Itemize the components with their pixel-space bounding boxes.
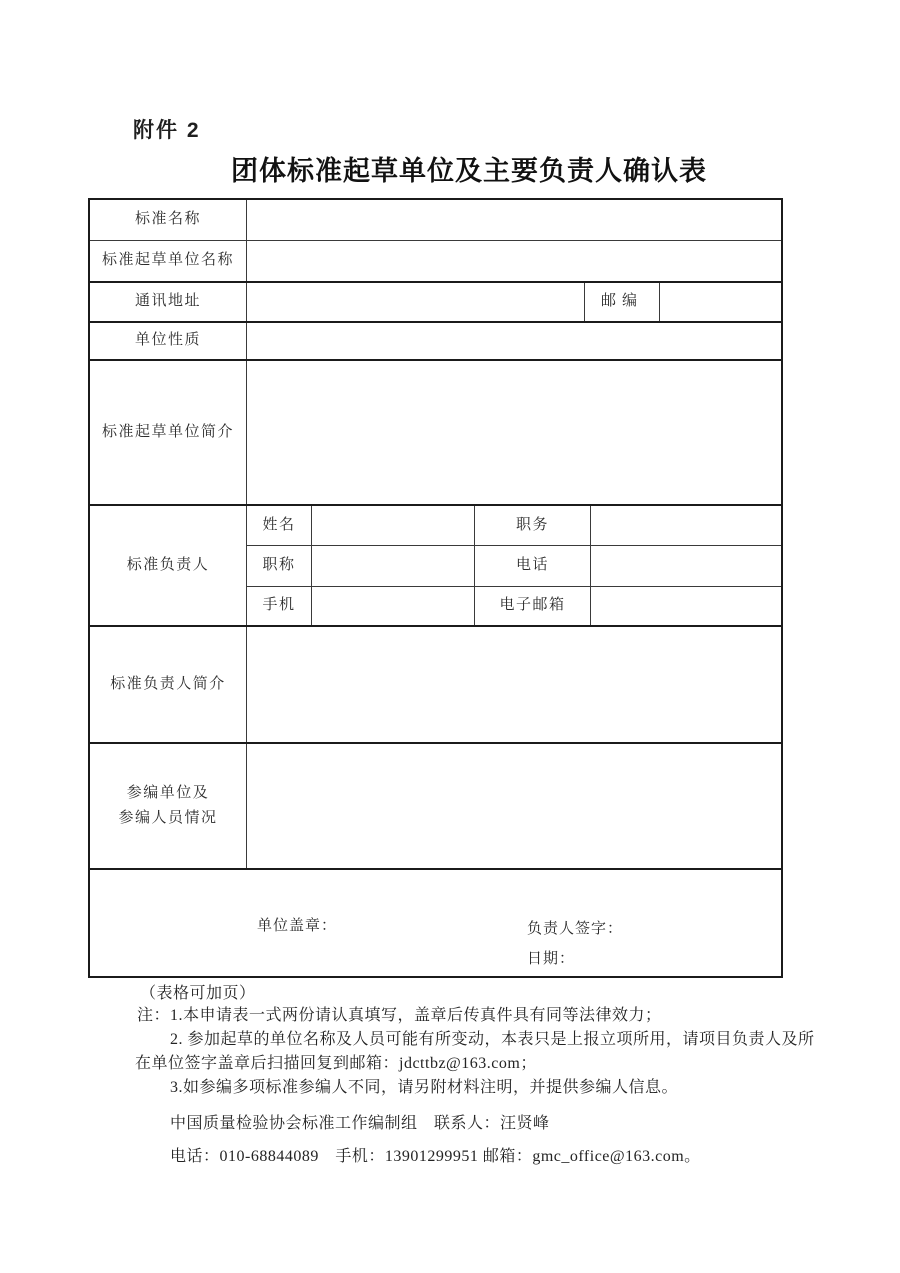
note-line-5-contact-org: 中国质量检验协会标准工作编制组 联系人：汪贤峰 (170, 1115, 550, 1132)
page-title: 团体标准起草单位及主要负责人确认表 (231, 156, 707, 186)
subrow-mobile-email (247, 587, 781, 625)
drafting-unit-label: 标准起草单位名称 (90, 241, 247, 281)
row-drafting-unit (90, 241, 781, 283)
row-participants (90, 744, 781, 870)
person-signature-label: 负责人签字： (527, 921, 624, 937)
participants-label-line2: 参编人员情况 (118, 810, 218, 826)
subrow-title-phone (247, 546, 781, 587)
unit-intro-label: 标准起草单位简介 (90, 361, 247, 504)
signature-date-block (527, 914, 623, 974)
person-intro-label: 标准负责人简介 (90, 627, 247, 742)
postcode-label: 邮编 (585, 283, 660, 321)
position-label: 职务 (475, 506, 591, 545)
email-value-cell (591, 587, 781, 625)
unit-nature-value-cell (247, 323, 781, 359)
name-value-cell (312, 506, 475, 545)
drafting-unit-value-cell (247, 241, 781, 281)
note-line-1: 注：1.本申请表一式两份请认真填写，盖章后传真件具有同等法律效力； (137, 1007, 662, 1024)
mobile-value-cell (312, 587, 475, 625)
email-label: 电子邮箱 (475, 587, 591, 625)
participants-value-cell (247, 744, 781, 868)
add-page-note: （表格可加页） (140, 985, 256, 1002)
postcode-value-cell (660, 283, 781, 321)
note-line-4: 3.如参编多项标准参编人不同，请另附材料注明，并提供参编人信息。 (170, 1079, 679, 1096)
standard-name-value-cell (247, 200, 781, 240)
note-line-3: 在单位签字盖章后扫描回复到邮箱：jdcttbz@163.com； (135, 1055, 537, 1072)
phone-value-cell (591, 546, 781, 586)
note-line-6-contact-info: 电话：010-68844089 手机：13901299951 邮箱：gmc_office@163.com。 (170, 1148, 701, 1165)
participants-label (90, 744, 247, 868)
row-unit-intro (90, 361, 781, 506)
responsible-person-subtable (247, 506, 781, 625)
date-label: 日期： (527, 951, 576, 967)
row-standard-name (90, 200, 781, 241)
responsible-person-label: 标准负责人 (90, 506, 247, 625)
unit-intro-value-cell (247, 361, 781, 504)
position-value-cell (591, 506, 781, 545)
row-address (90, 283, 781, 323)
note-line-2: 2. 参加起草的单位名称及人员可能有所变动，本表只是上报立项所用，请项目负责人及所 (170, 1031, 815, 1048)
row-person-intro (90, 627, 781, 744)
address-label: 通讯地址 (90, 283, 247, 321)
row-responsible-person (90, 506, 781, 627)
participants-label-line1: 参编单位及 (126, 784, 210, 801)
unit-nature-label: 单位性质 (90, 323, 247, 359)
person-intro-value-cell (247, 627, 781, 742)
address-value-cell (247, 283, 585, 321)
row-unit-nature (90, 323, 781, 361)
confirmation-form-table (88, 198, 783, 978)
attachment-label: 附件 2 (133, 119, 201, 142)
subrow-name-position (247, 506, 781, 546)
row-signature (90, 870, 781, 976)
phone-label: 电话 (475, 546, 591, 586)
professional-title-value-cell (312, 546, 475, 586)
unit-seal-label: 单位盖章： (257, 918, 338, 934)
standard-name-label: 标准名称 (90, 200, 247, 240)
professional-title-label: 职称 (247, 546, 312, 586)
name-label: 姓名 (247, 506, 312, 545)
mobile-label: 手机 (247, 587, 312, 625)
